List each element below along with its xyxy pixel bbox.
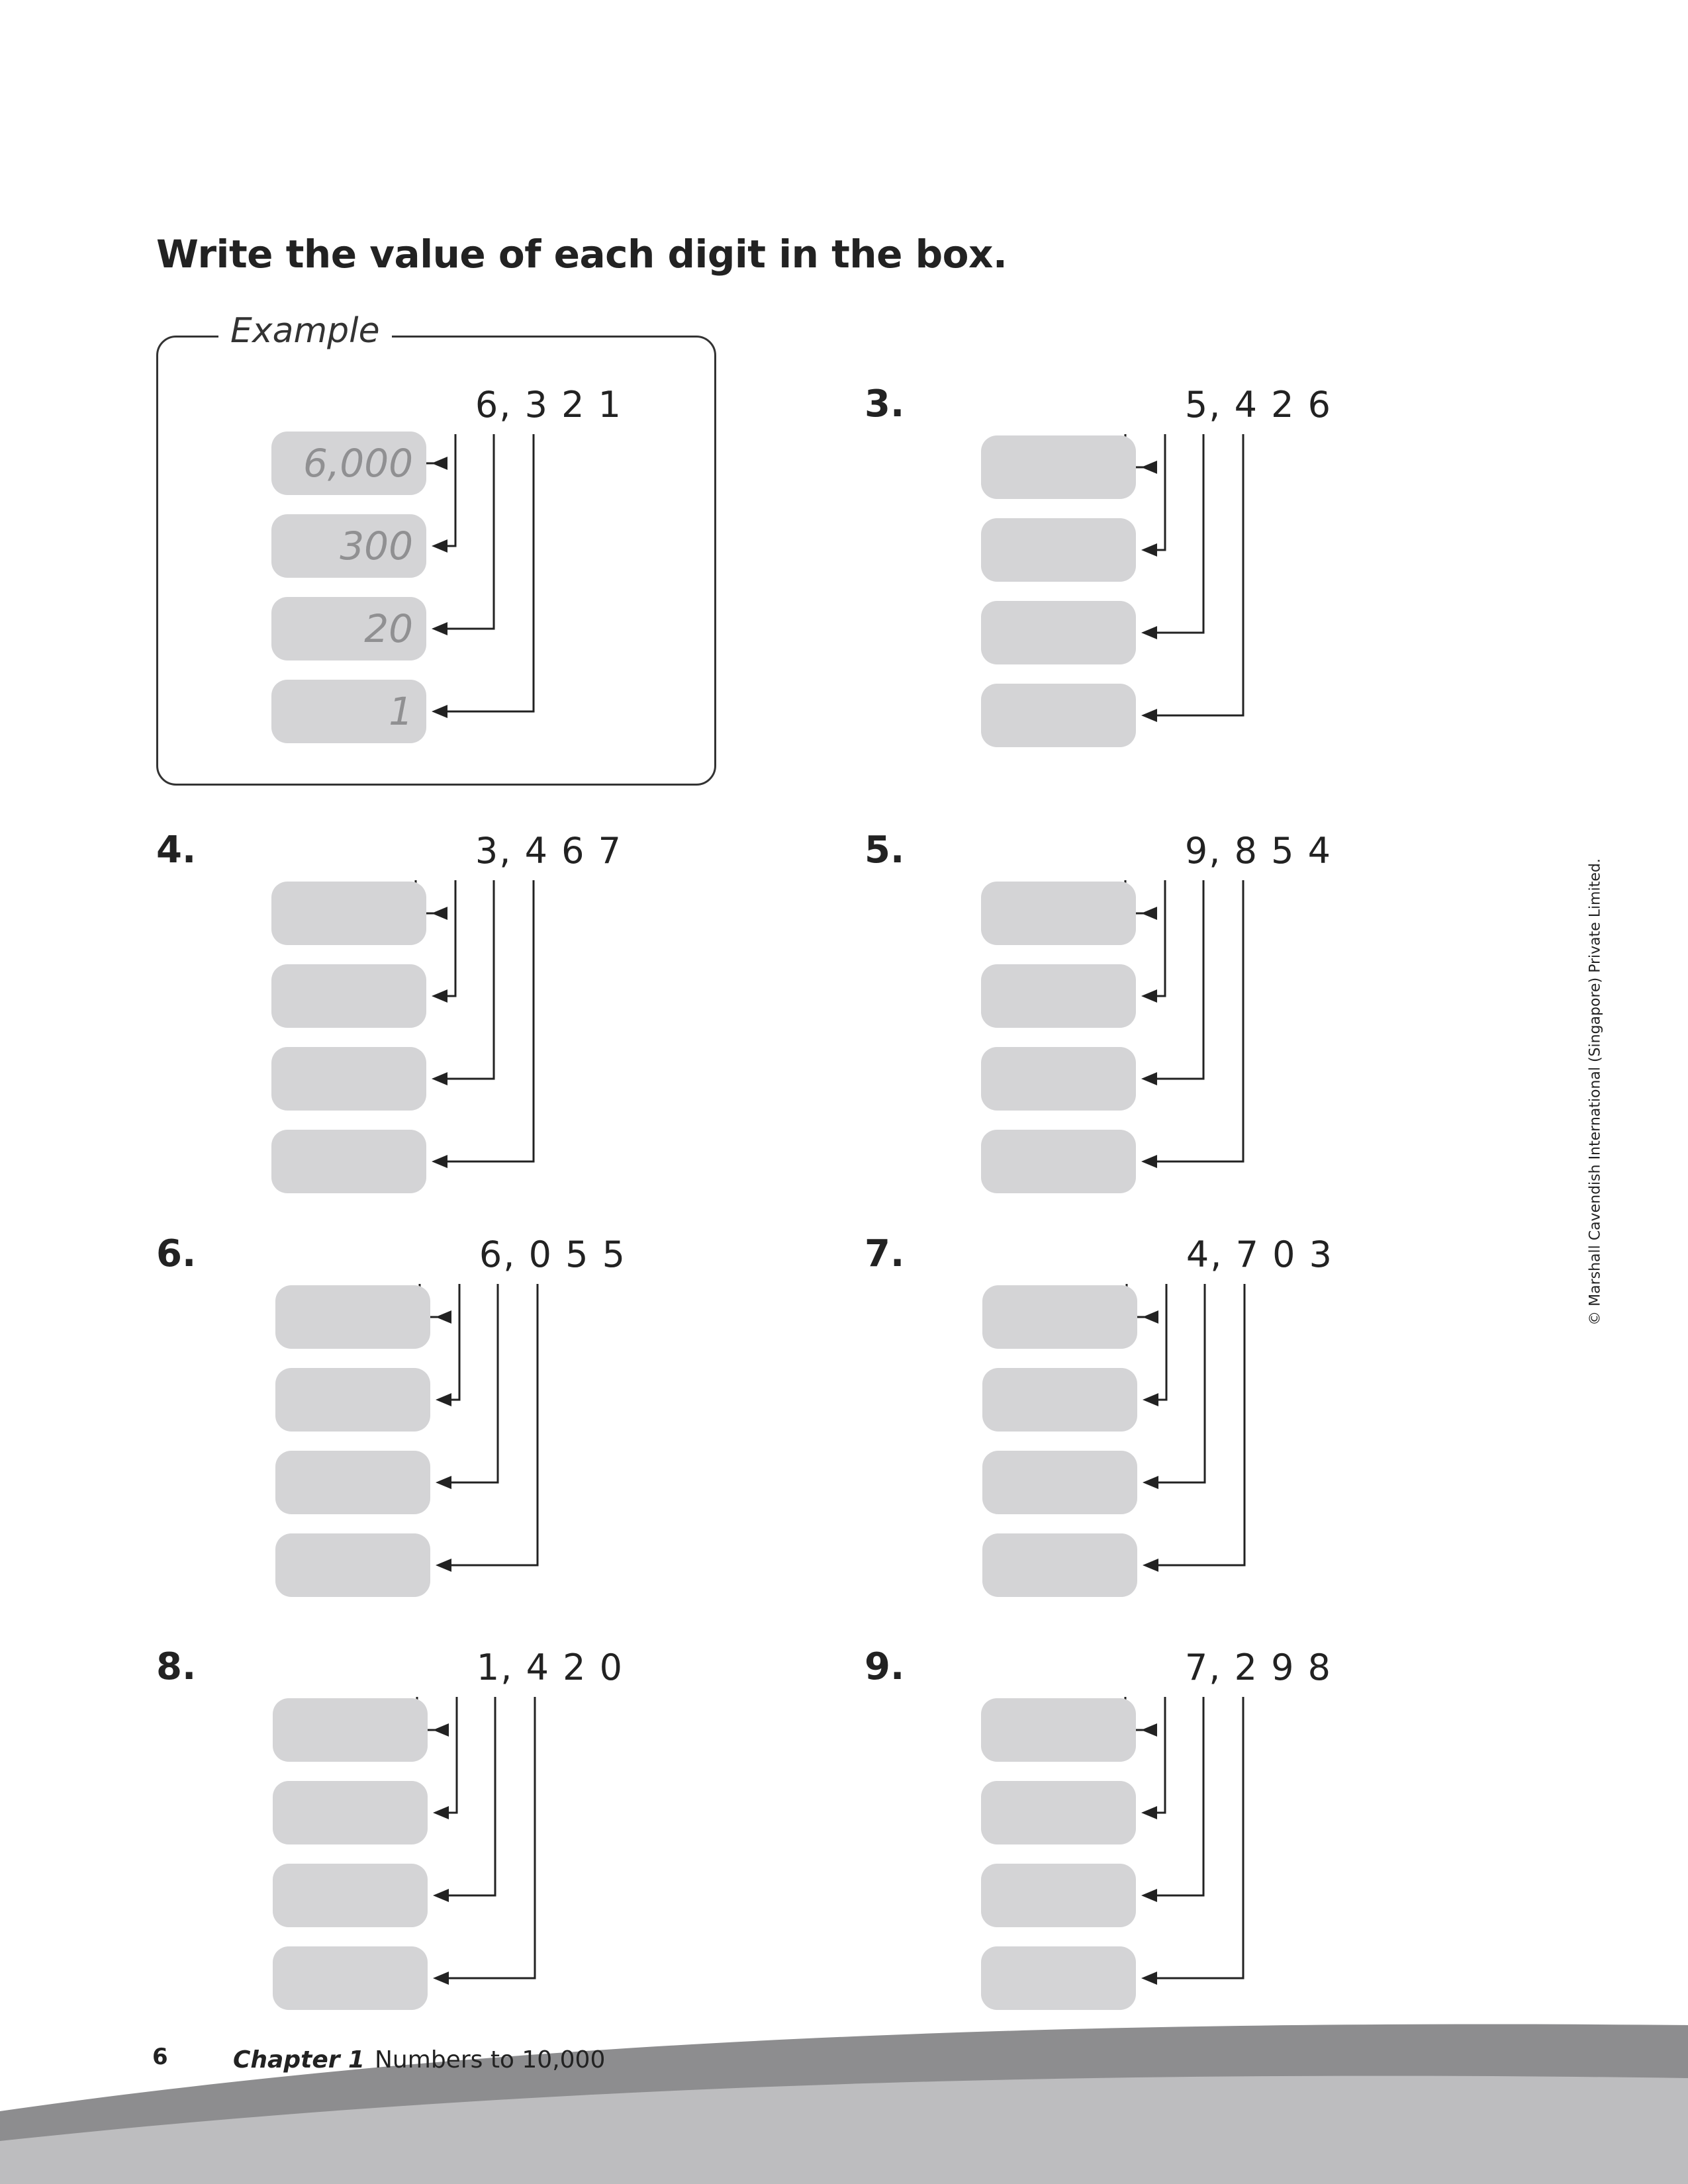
arrowhead — [1141, 709, 1157, 722]
arrowhead — [432, 622, 447, 635]
footer-chapter-title: Numbers to 10,000 — [375, 2046, 606, 2073]
connector-line — [450, 1284, 459, 1400]
problem-9-answer-box-hundreds[interactable] — [981, 1781, 1136, 1844]
connector-line — [1157, 1284, 1166, 1400]
connector-line — [1156, 880, 1165, 996]
footer-chapter: Chapter 1 — [233, 2046, 365, 2073]
problem-7-number: 4, 7 0 3 — [1186, 1234, 1333, 1275]
problem-4 — [199, 830, 622, 1201]
problem-9-answer-box-tens[interactable] — [981, 1864, 1136, 1927]
connector-line — [450, 1284, 538, 1565]
arrowhead — [432, 539, 447, 553]
connector-line — [1156, 434, 1243, 715]
arrowhead — [433, 1806, 449, 1819]
footer-wave — [0, 2005, 1688, 2184]
example-problem — [199, 384, 622, 754]
problem-6-label: 6. — [156, 1232, 197, 1275]
problem-6-answer-box-tens[interactable] — [275, 1451, 430, 1514]
arrowhead — [1143, 1559, 1158, 1572]
example-label: Example — [218, 311, 392, 351]
problem-8-answer-box-ones[interactable] — [273, 1946, 428, 2010]
arrowhead — [1143, 1393, 1158, 1406]
problem-9-number: 7, 2 9 8 — [1184, 1647, 1332, 1688]
problem-5-label: 5. — [865, 829, 905, 872]
connector-line — [446, 434, 534, 711]
connector-line — [450, 1284, 498, 1482]
connector-line — [447, 1697, 495, 1895]
arrowhead — [436, 1393, 451, 1406]
connector-line — [1156, 434, 1203, 633]
connector-line — [446, 880, 494, 1079]
arrowhead — [436, 1559, 451, 1572]
connector-line — [1156, 1697, 1165, 1813]
problem-3-answer-box-thousands[interactable] — [981, 435, 1136, 499]
connector-line — [447, 1697, 535, 1978]
problem-3-answer-box-ones[interactable] — [981, 684, 1136, 747]
problem-9-answer-box-ones[interactable] — [981, 1946, 1136, 2010]
arrowhead — [432, 705, 447, 718]
arrowhead — [432, 989, 447, 1003]
arrowhead — [433, 1972, 449, 1985]
problem-8-number: 1, 4 2 0 — [476, 1647, 624, 1688]
problem-4-answer-box-thousands[interactable] — [271, 882, 426, 945]
arrowhead — [1141, 1155, 1157, 1168]
problem-6-number: 6, 0 5 5 — [479, 1234, 626, 1275]
arrowhead — [1143, 1476, 1158, 1489]
problem-6-answer-box-hundreds[interactable] — [275, 1368, 430, 1432]
problem-3-answer-box-hundreds[interactable] — [981, 518, 1136, 582]
problem-7 — [910, 1234, 1333, 1604]
arrowhead — [432, 1072, 447, 1085]
arrowhead — [1141, 626, 1157, 639]
example-number: 6, 3 2 1 — [475, 384, 622, 426]
problem-7-answer-box-tens[interactable] — [982, 1451, 1137, 1514]
example-answer-box-ones: 1 — [271, 680, 426, 743]
connector-line — [1156, 1697, 1243, 1978]
arrowhead — [433, 1723, 449, 1737]
arrowhead — [436, 1310, 451, 1324]
copyright-text: © Marshall Cavendish International (Singapore) Private Limited. — [1587, 858, 1604, 1326]
problem-5-answer-box-ones[interactable] — [981, 1130, 1136, 1193]
arrowhead — [1141, 1972, 1157, 1985]
problem-5 — [908, 830, 1332, 1201]
arrowhead — [432, 907, 447, 920]
problem-4-number: 3, 4 6 7 — [475, 830, 622, 872]
problem-8 — [200, 1647, 624, 2017]
problem-5-answer-box-hundreds[interactable] — [981, 964, 1136, 1028]
arrowhead — [432, 1155, 447, 1168]
problem-5-answer-box-tens[interactable] — [981, 1047, 1136, 1111]
problem-4-answer-box-tens[interactable] — [271, 1047, 426, 1111]
arrowhead — [1141, 1072, 1157, 1085]
arrowhead — [1141, 1889, 1157, 1902]
problem-5-answer-box-thousands[interactable] — [981, 882, 1136, 945]
connector-line — [447, 1697, 457, 1813]
arrowhead — [1141, 543, 1157, 557]
arrowhead — [1141, 461, 1157, 474]
arrowhead — [436, 1476, 451, 1489]
problem-6-answer-box-thousands[interactable] — [275, 1285, 430, 1349]
example-answer-box-tens: 20 — [271, 597, 426, 660]
arrowhead — [1141, 907, 1157, 920]
arrowhead — [1143, 1310, 1158, 1324]
problem-9-answer-box-thousands[interactable] — [981, 1698, 1136, 1762]
example-answer-box-hundreds: 300 — [271, 514, 426, 578]
problem-8-answer-box-tens[interactable] — [273, 1864, 428, 1927]
problem-4-answer-box-hundreds[interactable] — [271, 964, 426, 1028]
arrowhead — [1141, 989, 1157, 1003]
arrowhead — [1141, 1806, 1157, 1819]
connector-line — [446, 880, 455, 996]
problem-4-answer-box-ones[interactable] — [271, 1130, 426, 1193]
problem-9-label: 9. — [865, 1645, 905, 1688]
problem-8-answer-box-thousands[interactable] — [273, 1698, 428, 1762]
copyright-notice — [1583, 858, 1607, 1326]
connector-line — [446, 434, 494, 629]
connector-line — [1156, 434, 1165, 550]
page-number: 6 — [152, 2044, 168, 2070]
connector-line — [1156, 1697, 1203, 1895]
problem-8-label: 8. — [156, 1645, 197, 1688]
problem-7-answer-box-hundreds[interactable] — [982, 1368, 1137, 1432]
problem-6 — [203, 1234, 626, 1604]
connector-line — [1157, 1284, 1205, 1482]
connector-line — [446, 434, 455, 546]
problem-5-number: 9, 8 5 4 — [1184, 830, 1332, 872]
instruction-heading: Write the value of each digit in the box. — [156, 232, 1008, 277]
problem-9 — [908, 1647, 1332, 2017]
problem-3 — [908, 384, 1332, 754]
arrowhead — [432, 457, 447, 470]
problem-3-number: 5, 4 2 6 — [1184, 384, 1332, 426]
problem-6-answer-box-ones[interactable] — [275, 1533, 430, 1597]
arrowhead — [433, 1889, 449, 1902]
problem-4-label: 4. — [156, 829, 197, 872]
arrowhead — [1141, 1723, 1157, 1737]
example-answer-box-thousands: 6,000 — [271, 432, 426, 495]
problem-8-answer-box-hundreds[interactable] — [273, 1781, 428, 1844]
problem-7-answer-box-ones[interactable] — [982, 1533, 1137, 1597]
connector-line — [1156, 880, 1243, 1161]
problem-7-answer-box-thousands[interactable] — [982, 1285, 1137, 1349]
problem-7-label: 7. — [865, 1232, 905, 1275]
problem-3-answer-box-tens[interactable] — [981, 601, 1136, 664]
problem-3-label: 3. — [865, 383, 905, 426]
connector-line — [1157, 1284, 1244, 1565]
connector-line — [446, 880, 534, 1161]
connector-line — [1156, 880, 1203, 1079]
